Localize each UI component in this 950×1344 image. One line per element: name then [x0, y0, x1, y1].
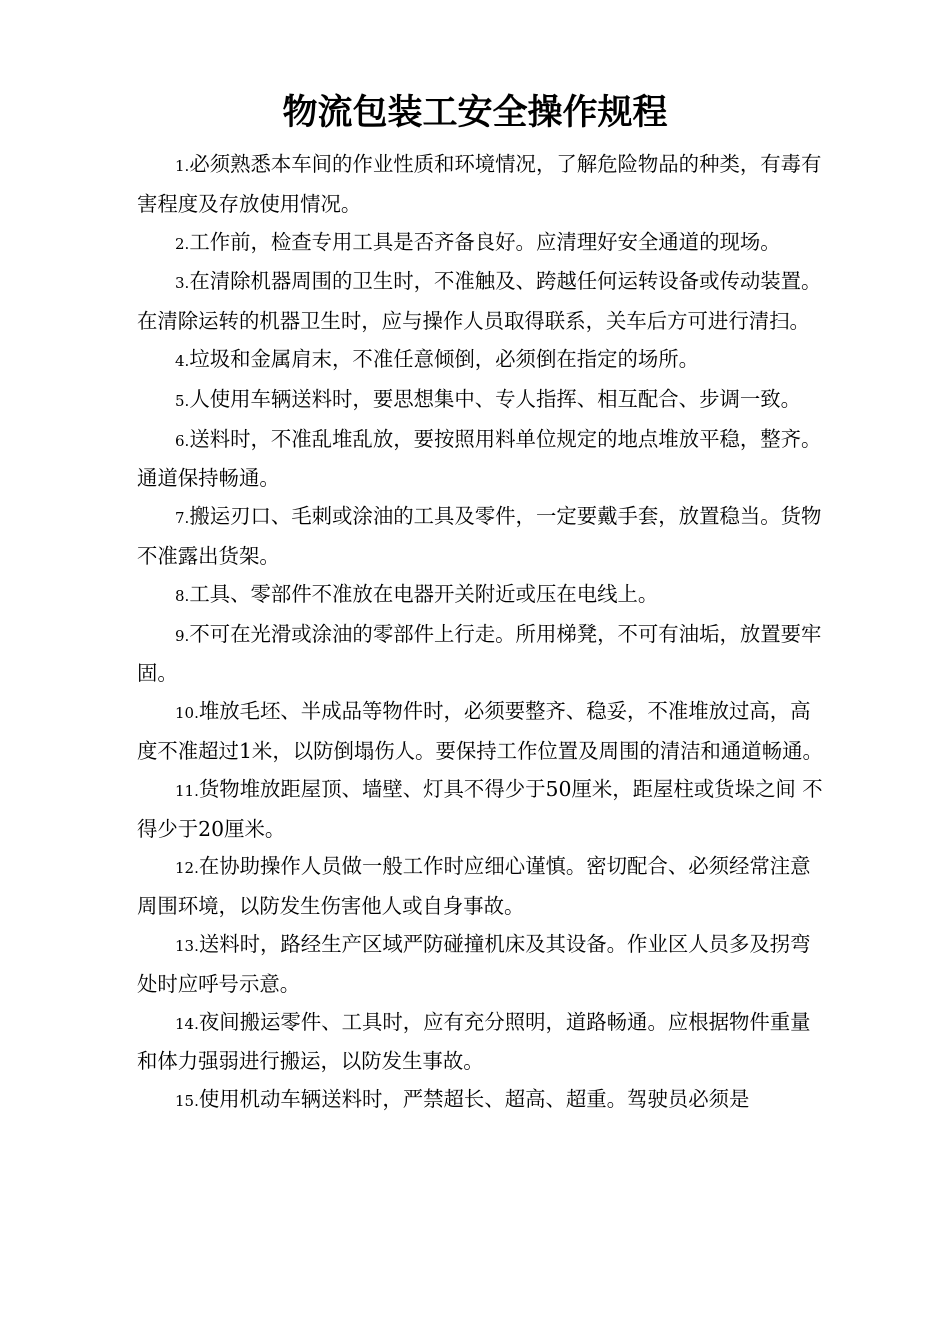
document-body [137, 146, 827, 1121]
paragraph-11 [137, 771, 827, 849]
paragraph-number: 7. [175, 509, 190, 528]
paragraph-number: 1. [175, 157, 190, 175]
paragraph-7 [137, 498, 827, 576]
paragraph-text: 送料时，路经生产区域严防碰撞机床及其设备。作业区人员多及拐弯 处时应呼号示意。 [137, 931, 818, 996]
paragraph-text: 垃圾和金属肩末，不准任意倾倒，必须倒在指定的场所。 [189, 346, 700, 371]
paragraph-text: 工具、零部件不准放在电器开关附近或压在电线上。 [189, 581, 659, 606]
paragraph-1 [137, 146, 827, 224]
paragraph-text: 在清除机器周围的卫生时，不准触及、跨越任何运转设备或传动装置。在清除运转的机器卫生时，应与操作人员取得联系，关车后方可进行清扫。 [137, 269, 822, 334]
paragraph-number: 5. [175, 391, 190, 410]
paragraph-number: 10. [175, 704, 199, 723]
paragraph-8 [137, 576, 827, 616]
document-title: 物流包装工安全操作规程 [282, 92, 668, 133]
paragraph-15 [137, 1081, 827, 1121]
paragraph-number: 15. [175, 1092, 199, 1111]
paragraph-number: 8. [175, 586, 190, 605]
paragraph-number: 9. [175, 626, 190, 645]
paragraph-text: 送料时，不准乱堆乱放，要按照用料单位规定的地点堆放平稳，整齐。 通道保持畅通。 [137, 426, 828, 491]
paragraph-text: 使用机动车辆送料时，严禁超长、超高、超重。驾驶员必须是 [198, 1087, 750, 1112]
paragraph-9 [137, 616, 827, 694]
paragraph-number: 13. [175, 936, 199, 955]
paragraph-number: 12. [175, 859, 199, 878]
paragraph-text: 人使用车辆送料时，要思想集中、专人指挥、相互配合、步调一致。 [189, 386, 802, 411]
paragraph-10 [137, 693, 827, 771]
paragraph-text: 货物堆放距屋顶、墙壁、灯具不得少于50厘米，距屋柱或货垛之间 不得少于20厘米。 [137, 776, 823, 841]
paragraph-13 [137, 926, 827, 1004]
paragraph-6 [137, 421, 827, 499]
paragraph-number: 3. [175, 274, 190, 293]
paragraph-text: 必须熟悉本车间的作业性质和环境情况，了解危险物品的种类，有毒有 害程度及存放使用情况。 [137, 152, 828, 216]
paragraph-4 [137, 341, 827, 381]
paragraph-text: 不可在光滑或涂油的零部件上行走。所用梯凳，不可有油垢，放置要牢固。 [137, 621, 822, 686]
paragraph-text: 在协助操作人员做一般工作时应细心谨慎。密切配合、必须经常注意周围环境，以防发生伤害他人或自身事故。 [137, 854, 811, 919]
paragraph-number: 2. [175, 234, 190, 253]
paragraph-5 [137, 381, 827, 421]
paragraph-number: 4. [175, 351, 190, 370]
paragraph-text: 工作前，检查专用工具是否齐备良好。应清理好安全通道的现场。 [189, 229, 781, 254]
paragraph-2 [137, 224, 827, 264]
paragraph-14 [137, 1004, 827, 1082]
paragraph-number: 14. [175, 1014, 199, 1033]
paragraph-text: 夜间搬运零件、工具时，应有充分照明，道路畅通。应根据物件重量 和体力强弱进行搬运，以防发生事故。 [137, 1009, 818, 1074]
paragraph-text: 堆放毛坯、半成品等物件时，必须要整齐、稳妥，不准堆放过高，高度不准超过1米，以防倒塌伤人。要保持工作位置及周围的清洁和通道畅通。 [137, 699, 823, 763]
paragraph-text: 搬运刃口、毛刺或涂油的工具及零件，一定要戴手套，放置稳当。货物 不准露出货架。 [137, 504, 828, 568]
paragraph-number: 11. [175, 781, 199, 800]
paragraph-12 [137, 848, 827, 926]
paragraph-number: 6. [175, 431, 190, 450]
paragraph-3 [137, 263, 827, 341]
